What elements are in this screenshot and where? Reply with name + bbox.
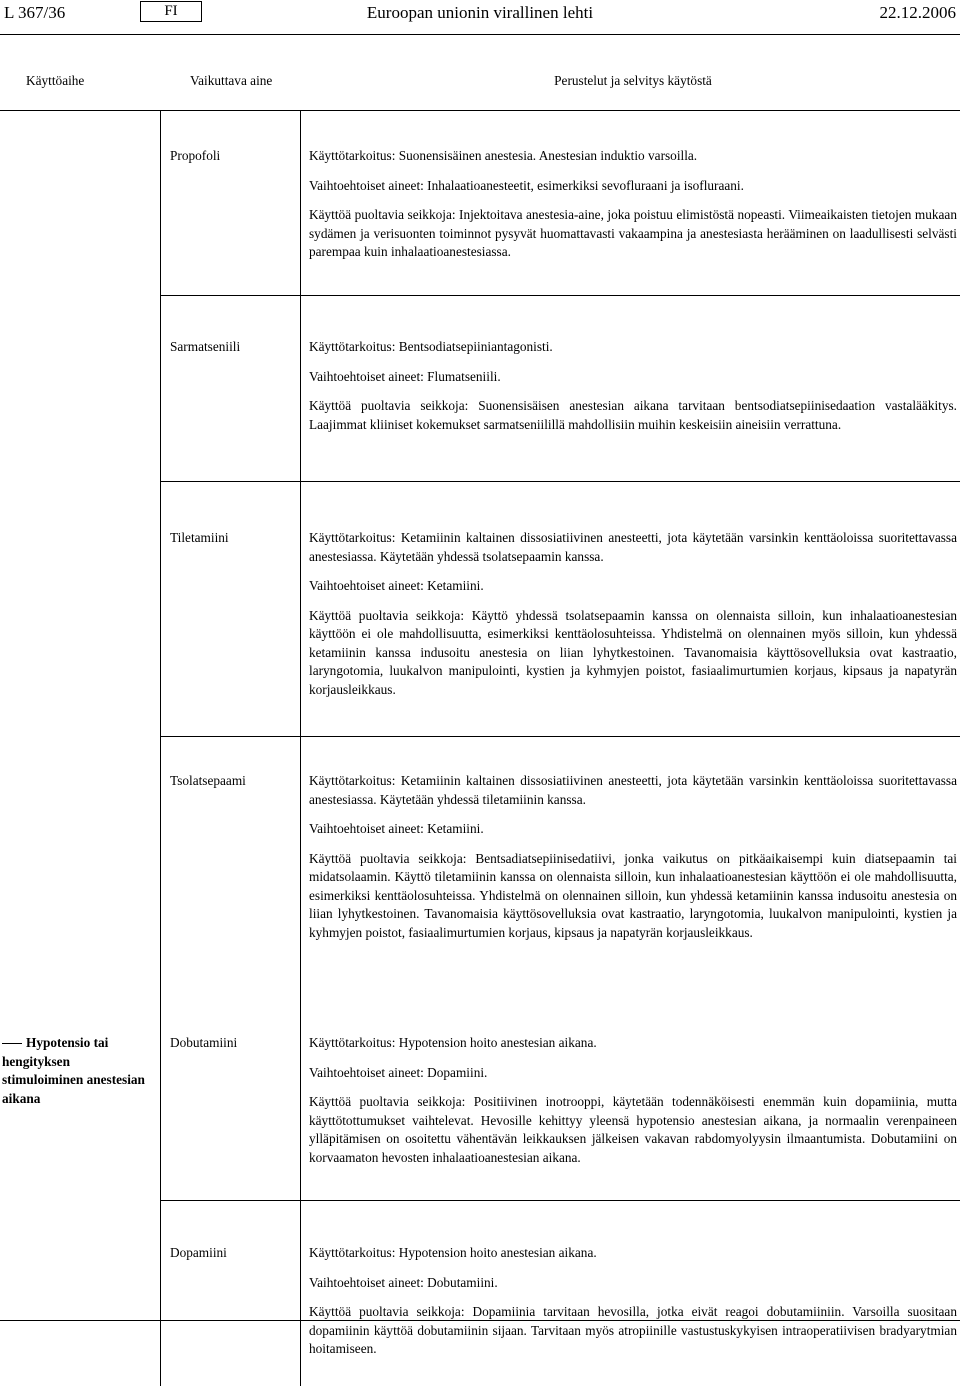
justification-tsolatsepaami xyxy=(309,772,957,953)
substance-dobutamiini: Dobutamiini xyxy=(170,1035,238,1050)
table-rule xyxy=(160,481,960,482)
language-badge: FI xyxy=(140,1,202,22)
table-rule xyxy=(160,295,960,296)
substance-sarmatseniili: Sarmatseniili xyxy=(170,339,241,354)
header-rule xyxy=(0,34,960,35)
publication-date: 22.12.2006 xyxy=(879,3,956,22)
substance-tsolatsepaami: Tsolatsepaami xyxy=(170,773,246,788)
substance-dopamiini: Dopamiini xyxy=(170,1245,227,1260)
paragraph: Vaihtoehtoiset aineet: Ketamiini. xyxy=(309,578,484,593)
justification-sarmatseniili xyxy=(309,338,957,445)
paragraph: Vaihtoehtoiset aineet: Inhalaatioanesteetit, esimerkiksi sevofluraani ja isofluraani. xyxy=(309,177,744,193)
table-rule xyxy=(300,110,301,1386)
indication-label: Hypotensio tai hengityksen stimuloiminen anestesian aikana xyxy=(2,1035,145,1106)
paragraph: Vaihtoehtoiset aineet: Dobutamiini. xyxy=(309,1274,498,1290)
paragraph: Käyttöä puoltavia seikkoja: Positiivinen inotrooppi, käytetään todennäköisesti enemmän kuin dopamiinia, mutta käyttötottumukset vaihtelevat. Hevosille kehittyy yleensä hypotensio anestesian aikana, ja normaalin verenpaineen ylläpitämisen on osoitettu vähentävän leikkauksen jälkeisen vakavan rabdomyolyysin ilmaantumista. Dobutamiini on korvaamaton hevosten inhalaatioanestesian aikana. xyxy=(309,1094,957,1165)
paragraph: Vaihtoehtoiset aineet: Flumatseniili. xyxy=(309,368,501,384)
paragraph: Käyttötarkoitus: Hypotension hoito anestesian aikana. xyxy=(309,1035,597,1050)
journal-title: Euroopan unionin virallinen lehti xyxy=(366,3,594,22)
page-reference: L 367/36 xyxy=(4,3,66,22)
paragraph: Vaihtoehtoiset aineet: Ketamiini. xyxy=(309,821,484,836)
table-rule xyxy=(0,110,960,111)
substance-propofoli: Propofoli xyxy=(170,148,221,163)
column-heading-substance: Vaikuttava aine xyxy=(190,73,273,88)
justification-tiletamiini xyxy=(309,529,957,710)
paragraph: Käyttöä puoltavia seikkoja: Suonensisäisen anestesian aikana tarvitaan bentsodiatsepiinisedaation vastalääkitys. Laajimmat kliiniset kokemukset sarmatseniilillä mahdollisiin muihin keskeisiin aineisiin verrattuna. xyxy=(309,398,957,432)
justification-propofoli xyxy=(309,147,957,273)
paragraph: Käyttöä puoltavia seikkoja: Dopamiinia tarvitaan hevosilla, jotka eivät reagoi dobutamiiniin. Varsoilla suositaan dopamiinin käyttöä dobutamiinin sijaan. Tarvitaan myös atropiinille vastustuskykyisen intraoperatiivisen bradyarytmian hoitamiseen. xyxy=(309,1304,957,1356)
paragraph: Käyttötarkoitus: Hypotension hoito anestesian aikana. xyxy=(309,1245,597,1260)
journal-header xyxy=(0,0,960,26)
column-heading-indication: Käyttöaihe xyxy=(26,73,85,88)
justification-dopamiini xyxy=(309,1244,957,1370)
paragraph: Käyttötarkoitus: Bentsodiatsepiiniantagonisti. xyxy=(309,339,553,354)
paragraph: Vaihtoehtoiset aineet: Dopamiini. xyxy=(309,1064,488,1080)
paragraph: Käyttötarkoitus: Suonensisäinen anestesia. Anestesian induktio varsoilla. xyxy=(309,148,698,163)
paragraph: Käyttöä puoltavia seikkoja: Käyttö yhdessä tsolatsepaamin kanssa on olennaista silloin, kun inhalaatioanestesian käyttöön ei ole mahdollisuutta, esimerkiksi kenttäolosuhteissa. Yhdistelmä on olennainen myös silloin, kun yhdessä ketamiinin kanssa indusoitu anestesia on liian lyhytkestoinen. Tavanomaisia käyttösovelluksia ovat kastraatio, laryngotomia, luukalvon manipulointi, kystien ja kyhmyjen poistot, fasiaalimurtumien korjaus, kipsaus ja napatyrän korjausleikkaus. xyxy=(309,607,957,697)
paragraph: Käyttötarkoitus: Ketamiinin kaltainen dissosiatiivinen anesteetti, jota käytetään varsinkin kenttäoloissa suoritettavassa anestesiassa. Käytetään yhdessä tsolatsepaamin kanssa. xyxy=(309,530,957,564)
table-rule xyxy=(160,1200,960,1201)
column-heading-justification: Perustelut ja selvitys käytöstä xyxy=(554,73,712,88)
paragraph: Käyttöä puoltavia seikkoja: Bentsadiatsepiinisedatiivi, jonka vaikutus on pitkäaikaisempi kuin diatsepaamin tai midatsolaamin. Käyttö tiletamiinin kanssa on olennaista silloin, kun inhalaatioanestesian käyttöön ei ole mahdollisuutta, esimerkiksi kenttäolosuhteissa. Yhdistelmä on olennainen silloin, kun yhdessä ketamiinin kanssa indusoitu anestesia on liian lyhytkestoinen. Tavanomaisia käyttösovelluksia ovat kastraatio, laryngotomia, luukalvon manipulointi, kystien ja kyhmyjen poistot, fasiaalimurtumien korjaus, kipsaus ja napatyrän korjausleikkaus. xyxy=(309,850,957,940)
paragraph: Käyttöä puoltavia seikkoja: Injektoitava anestesia-aine, joka poistuu elimistöstä nopeasti. Viimeaikaisten tietojen mukaan sydämen ja verisuonten toiminnot pysyvät huomattavasti vakaampina ja anestesiasta herääminen on laadullisesti selvästi parempaa kuin inhalaatioanestesiassa. xyxy=(309,207,957,259)
table-rule xyxy=(160,1030,161,1386)
indication-hypotension xyxy=(2,1034,152,1108)
paragraph: Käyttötarkoitus: Ketamiinin kaltainen dissosiatiivinen anesteetti, jota käytetään varsinkin kenttäoloissa suoritettavassa anestesiassa. Käytetään yhdessä tiletamiinin kanssa. xyxy=(309,773,957,807)
table-rule xyxy=(160,736,960,737)
justification-dobutamiini xyxy=(309,1034,957,1178)
substance-tiletamiini: Tiletamiini xyxy=(170,530,229,545)
dash-marker xyxy=(2,1043,22,1044)
